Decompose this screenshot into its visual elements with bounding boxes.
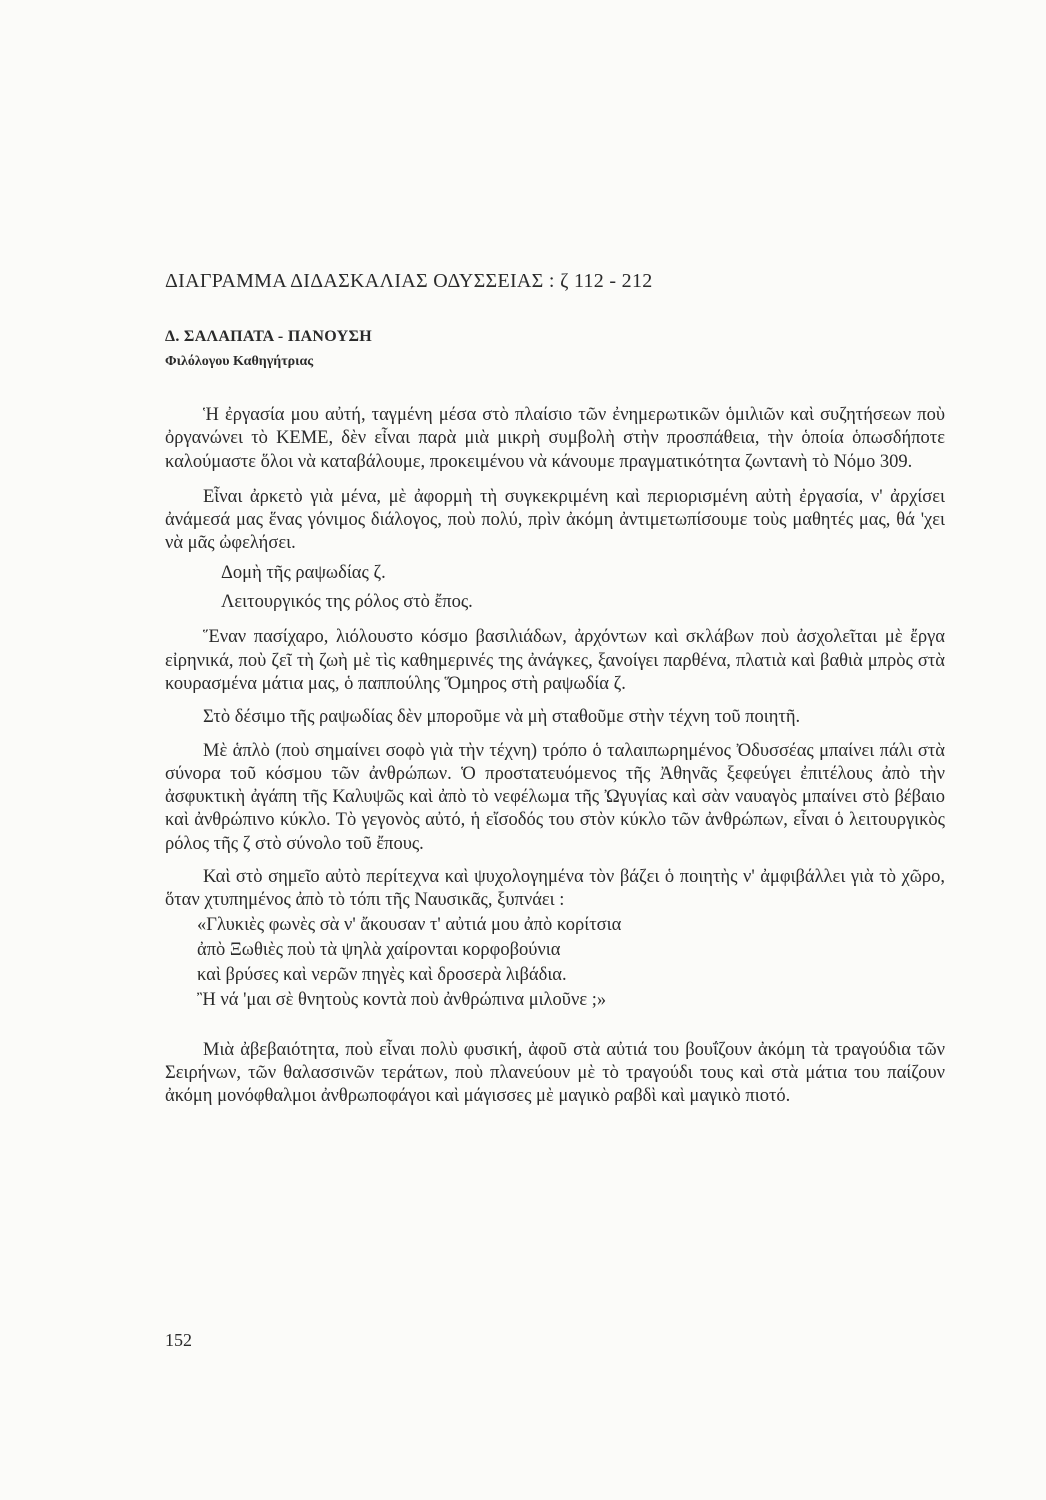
page-number: 152	[165, 1330, 192, 1350]
poem-line: ἀπὸ Ξωθιὲς ποὺ τὰ ψηλὰ χαίρονται κορφοβούνια	[197, 939, 561, 960]
poem-quote	[197, 913, 945, 1013]
body-text	[165, 404, 945, 1109]
paragraph-doubt: Καὶ στὸ σημεῖο αὐτὸ περίτεχνα καὶ ψυχολογημένα τὸν βάζει ὁ ποιητὴς ν' ἀμφιβάλλει γιὰ τὸ χῶρο, ὅταν χτυπημένος ἀπὸ τὸ τόπι τῆς Ναυσικᾶς, ξυπνάει :	[165, 867, 945, 911]
paragraph-odysseus: Μὲ ἁπλὸ (ποὺ σημαίνει σοφὸ γιὰ τὴν τέχνη) τρόπο ὁ ταλαιπωρημένος Ὀδυσσέας μπαίνει πάλι στὰ σύνορα τοῦ κόσμου τῶν ἀνθρώπων. Ὁ προστατευόμενος τῆς Ἀθηνᾶς ξεφεύγει ἐπιτέλους ἀπὸ τὴν ἀσφυκτικὴ ἀγάπη τῆς Καλυψῶς καὶ ἀπὸ τὸ νεφέλωμα τῆς Ὠγυγίας καὶ σὰν ναυαγὸς μπαίνει στὸ βέβαιο καὶ ἀνθρώπινο κύκλο. Τὸ γεγονὸς αὐτό, ἡ εἴσοδός του στὸν κύκλο τῶν ἀνθρώπων, εἶναι ὁ λειτουργικὸς ρόλος τῆς ζ στὸ σύνολο τοῦ ἔπους.	[165, 740, 945, 854]
poem-line: καὶ βρύσες καὶ νερῶν πηγὲς καὶ δροσερὰ λιβάδια.	[197, 964, 567, 985]
outline-item-role: Λειτουργικός της ρόλος στὸ ἔπος.	[221, 592, 473, 613]
author-role: Φιλόλογου Καθηγήτριας	[165, 354, 314, 369]
paragraph-closing: Μιὰ ἀβεβαιότητα, ποὺ εἶναι πολὺ φυσική, ἀφοῦ στὰ αὐτιά του βουΐζουν ἀκόμη τὰ τραγούδια τῶν Σειρήνων, τῶν θαλασσινῶν τεράτων, ποὺ πλανεύουν μὲ τὸ τραγούδι τους καὶ στὰ μάτια του παίζουν ἀκόμη μονόφθαλμοι ἀνθρωποφάγοι καὶ μάγισσες μὲ μαγικὸ ραβδὶ καὶ μαγικὸ πιοτό.	[165, 1039, 945, 1107]
outline-item-structure: Δομὴ τῆς ραψωδίας ζ.	[221, 562, 386, 583]
document-title: ΔΙΑΓΡΑΜΜΑ ΔΙΔΑΣΚΑΛΙΑΣ ΟΔΥΣΣΕΙΑΣ : ζ 112 - 212	[165, 270, 653, 292]
poem-line: «Γλυκιὲς φωνὲς σὰ ν' ἄκουσαν τ' αὐτιά μου ἀπὸ κορίτσια	[197, 914, 622, 935]
paragraph-art: Στὸ δέσιμο τῆς ραψωδίας δὲν μποροῦμε νὰ μὴ σταθοῦμε στὴν τέχνη τοῦ ποιητῆ.	[203, 707, 801, 728]
paragraph-dialogue: Εἶναι ἀρκετὸ γιὰ μένα, μὲ ἀφορμὴ τὴ συγκεκριμένη καὶ περιορισμένη αὐτὴ ἐργασία, ν' ἀρχίσει ἀνάμεσά μας ἕνας γόνιμος διάλογος, ποὺ πολύ, πρὶν ἀκόμη ἀντιμετωπίσουμε τοὺς μαθητές μας, θά 'χει νὰ μᾶς ὠφελήσει.	[165, 486, 945, 554]
poem-line: Ἢ νά 'μαι σὲ θνητοὺς κοντὰ ποὺ ἀνθρώπινα μιλοῦνε ;»	[197, 989, 607, 1010]
paragraph-world: Ἕναν πασίχαρο, λιόλουστο κόσμο βασιλιάδων, ἀρχόντων καὶ σκλάβων ποὺ ἀσχολεῖται μὲ ἔργα εἰρηνικά, ποὺ ζεῖ τὴ ζωὴ μὲ τὶς καθημερινές της ἀνάγκες, ξανοίγει παρθένα, πλατιὰ καὶ βαθιὰ μπρὸς στὰ κουρασμένα μάτια μας, ὁ παππούλης Ὅμηρος στὴ ραψωδία ζ.	[165, 627, 945, 694]
author-name: Δ. ΣΑΛΑΠΑΤΑ - ΠΑΝΟΥΣΗ	[165, 328, 372, 345]
paragraph-intro: Ἡ ἐργασία μου αὐτή, ταγμένη μέσα στὸ πλαίσιο τῶν ἐνημερωτικῶν ὁμιλιῶν καὶ συζητήσεων ποὺ ὀργανώνει τὸ ΚΕΜΕ, δὲν εἶναι παρὰ μιὰ μικρὴ συμβολὴ στὴν προσπάθεια, τὴν ὁποία ὁπωσδήποτε καλούμαστε ὅλοι νὰ καταβάλουμε, προκειμένου νὰ κάνουμε πραγματικότητα ζωντανὴ τὸ Νόμο 309.	[165, 405, 945, 472]
